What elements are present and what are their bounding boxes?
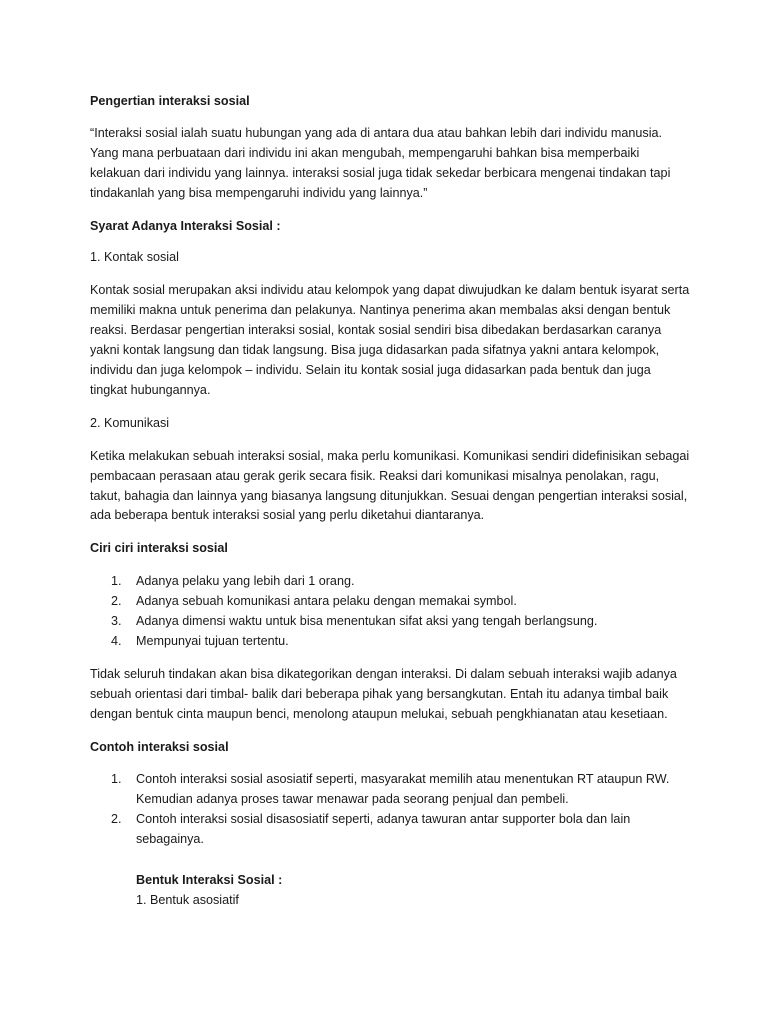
tindakan-paragraph: Tidak seluruh tindakan akan bisa dikategorikan dengan interaksi. Di dalam sebuah interaksi wajib adanya sebuah orientasi dari timbal- balik dari beberapa pihak yang bersangkutan. Entah itu adanya timbal baik dengan bentuk cinta maupun benci, menolong ataupun melukai, sebuah pengkhianatan atau kesetiaan. — [90, 666, 677, 721]
kontak-paragraph: Kontak sosial merupakan aksi individu atau kelompok yang dapat diwujudkan ke dalam bentuk isyarat serta memiliki makna untuk penerima dan pelakunya. Nantinya penerima akan membalas aksi dengan bentuk reaksi. Berdasar pengertian interaksi sosial, kontak sosial sendiri bisa dibedakan berdasarkan caranya yakni kontak langsung dan tidak langsung. Bisa juga didasarkan pada sifatnya yakni antara kelompok, individu dan juga kelompok – individu. Selain itu kontak sosial juga didasarkan pada bentuk dan juga tingkat hubungannya. — [90, 283, 690, 397]
list-text: Adanya sebuah komunikasi antara pelaku dengan memakai symbol. — [136, 594, 517, 609]
list-item — [90, 592, 690, 612]
list-item — [90, 810, 690, 850]
contoh-list — [90, 770, 690, 850]
page-title: Pengertian interaksi sosial — [90, 94, 250, 108]
list-item — [90, 632, 690, 652]
ciri-heading: Ciri ciri interaksi sosial — [90, 541, 228, 556]
contoh-heading: Contoh interaksi sosial — [90, 739, 229, 754]
list-number: 1. — [111, 574, 122, 589]
kontak-heading: 1. Kontak sosial — [90, 250, 179, 265]
list-number: 3. — [111, 614, 122, 629]
list-text: Contoh interaksi sosial asosiatif seperti, masyarakat memilih atau menentukan RT ataupun RW. Kemudian adanya proses tawar menawar pada seorang penjual dan pembeli. — [136, 772, 670, 807]
list-number: 1. — [111, 772, 122, 787]
komunikasi-heading: 2. Komunikasi — [90, 415, 170, 430]
list-item — [90, 612, 690, 632]
list-number: 2. — [111, 812, 122, 827]
list-text: Mempunyai tujuan tertentu. — [136, 633, 289, 648]
list-number: 4. — [111, 633, 122, 648]
komunikasi-paragraph: Ketika melakukan sebuah interaksi sosial, maka perlu komunikasi. Komunikasi sendiri didefinisikan sebagai pembacaan perasaan atau gerak gerik secara fisik. Reaksi dari komunikasi misalnya penolakan, ragu, takut, bahagia dan lainnya yang biasanya langsung ditunjukkan. Sesuai dengan pengertian interaksi sosial, ada beberapa bentuk interaksi sosial yang perlu diketahui diantaranya. — [90, 448, 690, 523]
bentuk-heading: Bentuk Interaksi Sosial : — [136, 873, 283, 888]
list-item — [90, 770, 690, 810]
document-body — [90, 92, 690, 911]
bentuk-sub-heading: 1. Bentuk asosiatif — [136, 893, 239, 907]
list-text: Adanya dimensi waktu untuk bisa menentukan sifat aksi yang tengah berlangsung. — [136, 614, 598, 629]
list-text: Contoh interaksi sosial disasosiatif seperti, adanya tawuran antar supporter bola dan lain sebagainya. — [136, 812, 631, 847]
intro-paragraph: “Interaksi sosial ialah suatu hubungan yang ada di antara dua atau bahkan lebih dari individu manusia. Yang mana perbuataan dari individu ini akan mengubah, mempengaruhi bahkan bisa memperbaiki kelakuan dari individu yang lainnya. interaksi sosial juga tidak sekedar berbicara mengenai tindakan tapi tindakanlah yang bisa mempengaruhi individu yang lainnya.” — [90, 125, 671, 200]
ciri-list — [90, 572, 690, 652]
list-number: 2. — [111, 594, 122, 609]
list-text: Adanya pelaku yang lebih dari 1 orang. — [136, 574, 355, 589]
syarat-heading: Syarat Adanya Interaksi Sosial : — [90, 218, 281, 233]
list-item — [90, 572, 690, 592]
